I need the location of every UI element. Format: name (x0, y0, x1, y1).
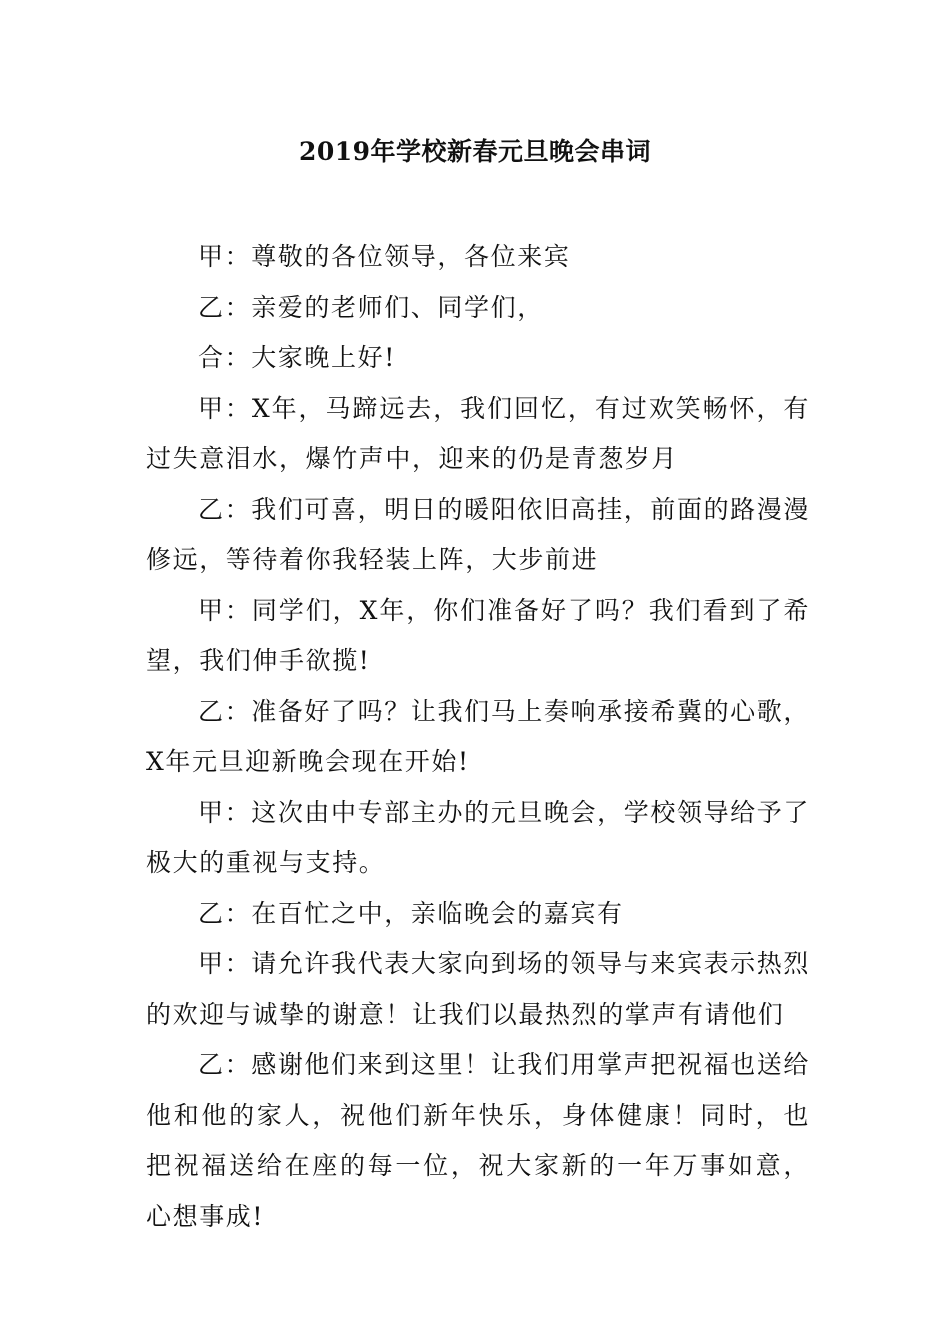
paragraph: 甲：X年，马蹄远去，我们回忆，有过欢笑畅怀，有过失意泪水，爆竹声中，迎来的仍是青葱岁月 (146, 393, 810, 473)
paragraph: 乙：在百忙之中，亲临晚会的嘉宾有 (198, 898, 624, 928)
paragraph: 乙：我们可喜，明日的暖阳依旧高挂，前面的路漫漫修远，等待着你我轻装上阵，大步前进 (146, 494, 810, 574)
paragraph: 乙：亲爱的老师们、同学们， (198, 292, 544, 322)
paragraph: 甲：尊敬的各位领导，各位来宾 (198, 242, 571, 271)
document-title: 2019年学校新春元旦晚会串词 (298, 137, 652, 166)
paragraph: 乙：感谢他们来到这里！让我们用掌声把祝福也送给他和他的家人，祝他们新年快乐，身体健康！同时，也把祝福送给在座的每一位，祝大家新的一年万事如意，心想事成! (146, 1050, 810, 1231)
paragraph: 甲：这次由中专部主办的元旦晚会，学校领导给予了极大的重视与支持。 (146, 797, 810, 877)
paragraph: 乙：准备好了吗？让我们马上奏响承接希冀的心歌，X年元旦迎新晚会现在开始! (146, 696, 810, 776)
document-body (146, 232, 810, 1242)
paragraph: 合：大家晚上好! (198, 343, 396, 372)
paragraph: 甲：请允许我代表大家向到场的领导与来宾表示热烈的欢迎与诚挚的谢意！让我们以最热烈的掌声有请他们 (146, 949, 810, 1029)
paragraph: 甲：同学们，X年，你们准备好了吗？我们看到了希望，我们伸手欲揽! (146, 595, 810, 675)
